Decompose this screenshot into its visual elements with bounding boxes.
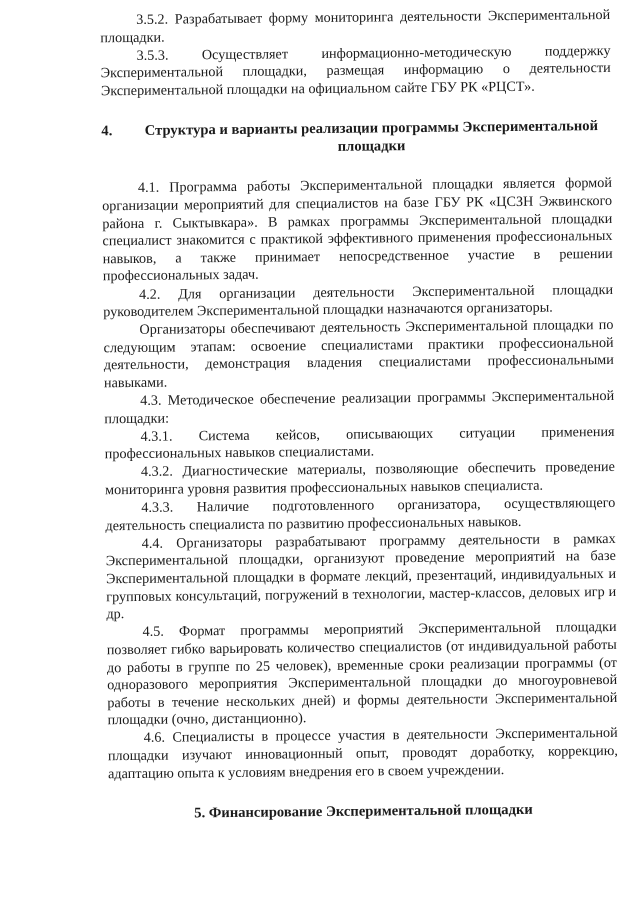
paragraph-4-2: 4.2. Для организации деятельности Экспериментальной площадки руководителем Экспериментальной площадки назначаются организаторы.: [103, 281, 614, 321]
paragraph-4-3-3: 4.3.3. Наличие подготовленного организатора, осуществляющего деятельность специалиста по развитию профессиональных навыков.: [105, 495, 616, 535]
paragraph-3-5-2: 3.5.2. Разрабатывает форму мониторинга деятельности Экспериментальной площадки.: [100, 6, 611, 46]
section-4-heading: [101, 117, 611, 158]
paragraph-4-3: 4.3. Методическое обеспечение реализации программы Экспериментальной площадки:: [104, 388, 615, 427]
paragraph-organizers: Организаторы обеспечивают деятельность Экспериментальной площадки по следующим этапам: освоение специалистами практики профессиональной деятельности, демонстрация владения специалистами профессиональными навыками.: [103, 317, 614, 392]
paragraph-3-5-3: 3.5.3. Осуществляет информационно-методическую поддержку Экспериментальной площадки, размещая информацию о деятельности Экспериментальной площадки на официальном сайте ГБУ РК «РЦСТ».: [100, 42, 611, 100]
paragraph-4-4: 4.4. Организаторы разрабатывают программу деятельности в рамках Экспериментальной площадки, организуют проведение мероприятий на базе Экспериментальной площадки в формате лекций, презентаций, индивидуальных и групповых консультаций, погружений в технологии, мастер-классов, деловых игр и др.: [105, 530, 617, 623]
section-5-heading: [108, 800, 618, 823]
paragraph-4-1: 4.1. Программа работы Экспериментальной площадки является формой организации мероприятий для специалистов на базе ГБУ РК «ЦСЗН Эжвинского района г. Сыктывкара». В рамках программы Экспериментальной площадки специалист знакомится с практикой эффективного применения профессиональных навыков, а также принимает непосредственное участие в решении профессиональных задач.: [102, 175, 613, 285]
section-5-title: 5. Финансирование Экспериментальной площадки: [194, 801, 533, 822]
paragraph-4-3-1: 4.3.1. Система кейсов, описывающих ситуации применения профессиональных навыков специалистами.: [104, 423, 615, 463]
section-4-number: 4.: [101, 123, 113, 140]
section-4-title: Структура и варианты реализации программы Экспериментальной площадки: [144, 118, 599, 156]
paragraph-4-5: 4.5. Формат программы мероприятий Экспериментальной площадки позволяет гибко варьировать количество специалистов (от индивидуальной работы до работы в группе по 25 человек), временные сроки реализации программы (от одноразового мероприятия Экспериментальной площадки до многоуровневой работы в течение нескольких дней) и формы деятельности Экспериментальной площадки (очно, дистанционно).: [106, 619, 618, 729]
paragraph-4-3-2: 4.3.2. Диагностические материалы, позволяющие обеспечить проведение мониторинга уровня развития профессиональных навыков специалиста.: [105, 459, 615, 499]
paragraph-4-6: 4.6. Специалисты в процессе участия в деятельности Экспериментальной площадки изучают инновационный опыт, проводят доработку, коррекцию, адаптацию опыта к условиям внедрения его в своем учреждении.: [107, 725, 618, 782]
